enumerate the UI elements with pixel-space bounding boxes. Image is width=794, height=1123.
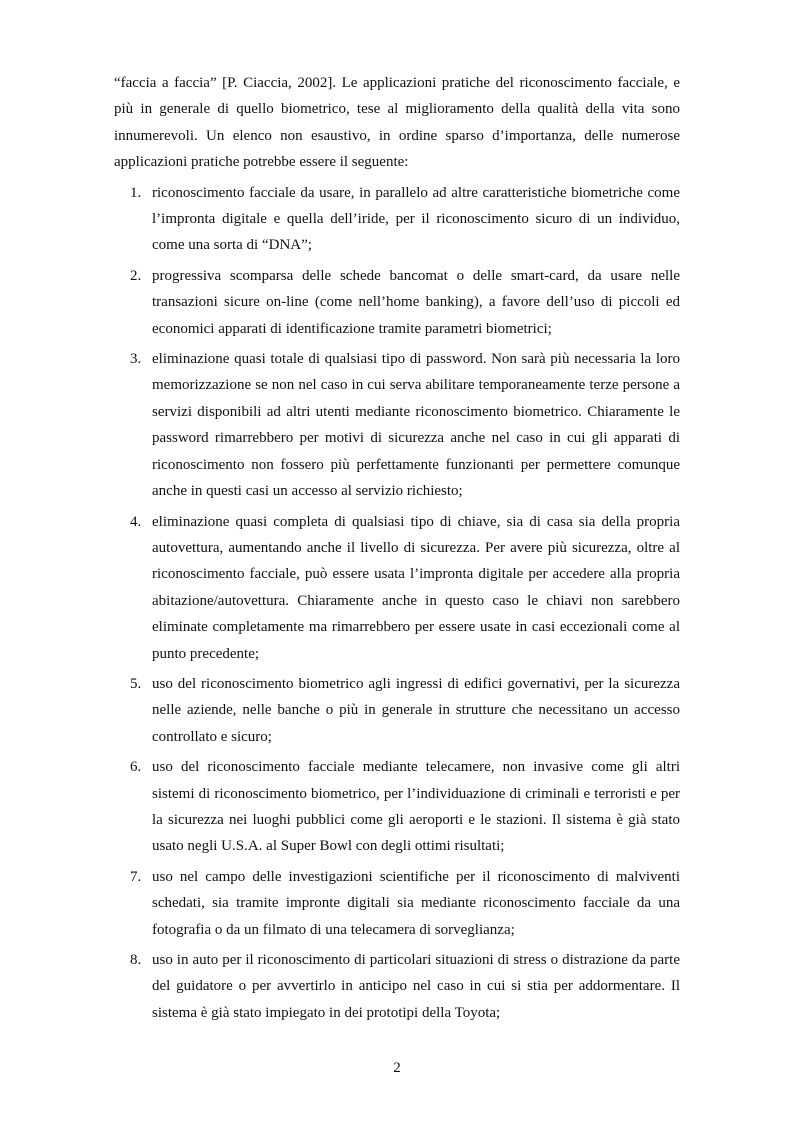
list-item <box>114 754 680 860</box>
list-item <box>114 947 680 1026</box>
list-item <box>114 509 680 667</box>
list-item <box>114 263 680 342</box>
list-item-text: eliminazione quasi totale di qualsiasi tipo di password. Non sarà più necessaria la loro memorizzazione se non nel caso in cui serva abilitare temporaneamente terze persone a servizi disponibili ad altri utenti mediante riconoscimento biometrico. Chiaramente le password rimarrebbero per motivi di sicurezza anche nel caso in cui gli apparati di riconoscimento non fossero più perfettamente funzionanti per permettere comunque anche in questi casi un accesso al servizio richiesto; <box>152 351 680 500</box>
page-number: 2 <box>393 1060 401 1076</box>
list-item-text: riconoscimento facciale da usare, in parallelo ad altre caratteristiche biometriche come l’impronta digitale e quella dell’iride, per il riconoscimento sicuro di un individuo, come una sorta di “DNA”; <box>152 184 680 254</box>
list-item-number: 2. <box>130 267 142 284</box>
intro-paragraph: “faccia a faccia” [P. Ciaccia, 2002]. Le applicazioni pratiche del riconoscimento facciale, e più in generale di quello biometrico, tese al miglioramento della qualità della vita sono innumerevoli. Un elenco non esaustivo, in ordine sparso d’importanza, delle numerose applicazioni pratiche potrebbe essere il seguente: <box>114 75 680 171</box>
list-item <box>114 671 680 750</box>
list-item-number: 1. <box>130 184 142 201</box>
list-item-text: eliminazione quasi completa di qualsiasi tipo di chiave, sia di casa sia della propria autovettura, aumentando anche il livello di sicurezza. Per avere più sicurezza, oltre al riconoscimento facciale, può essere usata l’impronta digitale per accedere alla propria abitazione/autovettura. Chiaramente anche in questo caso le chiavi non sarebbero eliminate completamente ma rimarrebbero per essere usate in casi eccezionali come al punto precedente; <box>152 513 680 662</box>
list-item-text: uso in auto per il riconoscimento di particolari situazioni di stress o distrazione da parte del guidatore o per avvertirlo in anticipo nel caso in cui si stia per addormentare. Il sistema è già stato impiegato in dei prototipi della Toyota; <box>152 952 680 1021</box>
list-item <box>114 346 680 504</box>
list-item-text: uso del riconoscimento biometrico agli ingressi di edifici governativi, per la sicurezza nelle aziende, nelle banche o più in generale in strutture che necessitano un accesso controllato e sicuro; <box>152 675 680 745</box>
list-item-number: 7. <box>130 868 142 885</box>
list-item-number: 8. <box>130 952 142 968</box>
page-body <box>114 70 680 1026</box>
list-item <box>114 864 680 943</box>
applications-list <box>114 180 680 1027</box>
list-item-number: 6. <box>130 759 142 776</box>
list-item-text: uso del riconoscimento facciale mediante telecamere, non invasive come gli altri sistemi di riconoscimento biometrico, per l’individuazione di criminali e terroristi e per la sicurezza nei luoghi pubblici come gli aeroporti e le stazioni. Il sistema è già stato usato negli U.S.A. al Super Bowl con degli ottimi risultati; <box>152 759 680 855</box>
list-item <box>114 180 680 259</box>
list-item-number: 5. <box>130 675 142 692</box>
list-item-text: uso nel campo delle investigazioni scientifiche per il riconoscimento di malviventi schedati, sia tramite impronte digitali sia mediante riconoscimento facciale da una fotografia o da un filmato di una telecamera di sorveglianza; <box>152 868 680 938</box>
list-item-number: 4. <box>130 513 142 530</box>
list-item-number: 3. <box>130 351 142 368</box>
list-item-text: progressiva scomparsa delle schede bancomat o delle smart-card, da usare nelle transazioni sicure on-line (come nell’home banking), a favore dell’uso di piccoli ed economici apparati di identificazione tramite parametri biometrici; <box>152 267 680 337</box>
